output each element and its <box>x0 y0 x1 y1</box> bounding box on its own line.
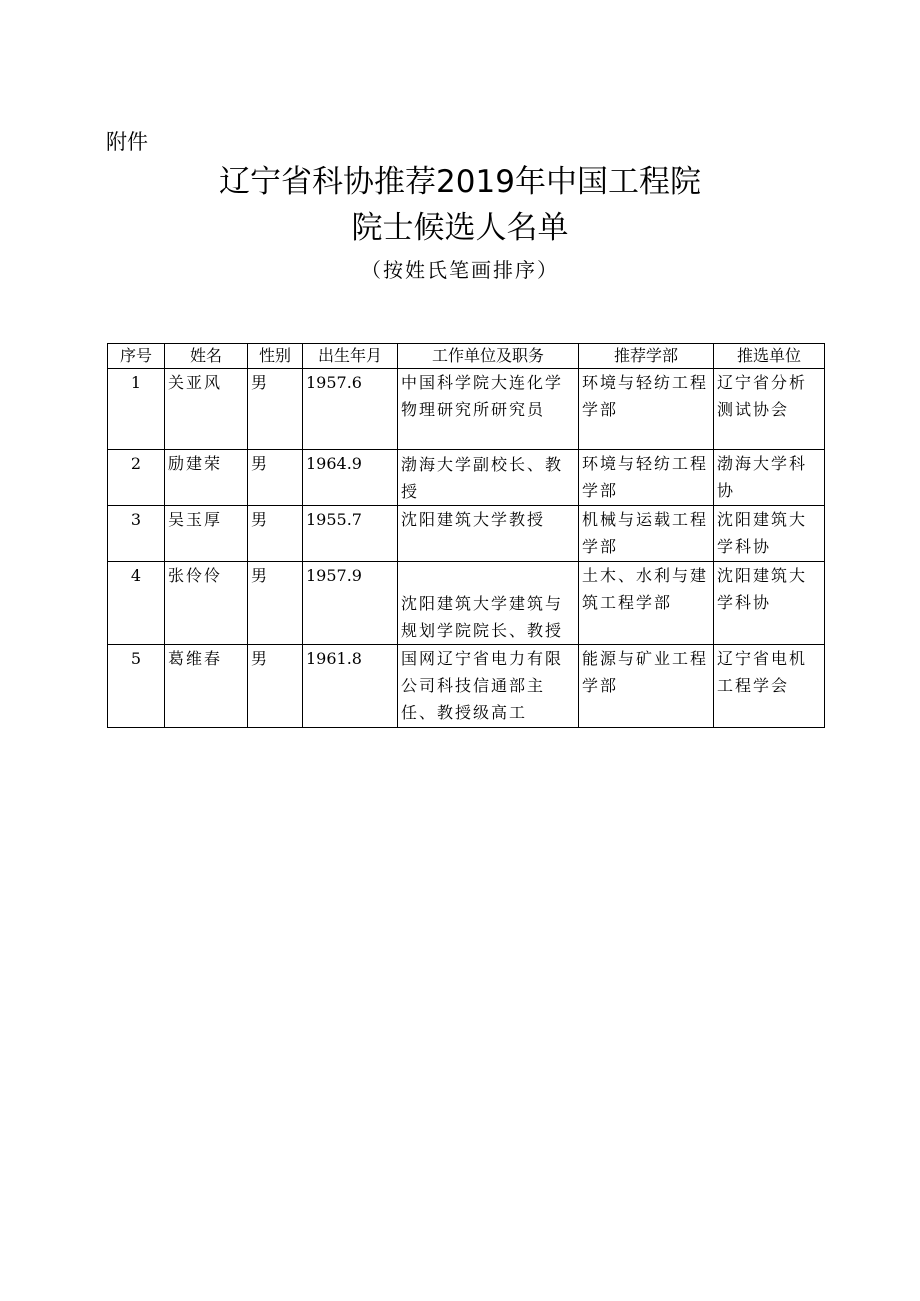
row-division: 能源与矿业工程学部 <box>579 645 714 728</box>
header-no: 序号 <box>108 344 165 369</box>
row-recommender: 辽宁省分析测试协会 <box>714 369 825 450</box>
row-no: 5 <box>108 645 165 728</box>
header-division: 推荐学部 <box>579 344 714 369</box>
header-recommender: 推选单位 <box>714 344 825 369</box>
row-name: 关亚风 <box>165 369 248 450</box>
row-unit: 中国科学院大连化学物理研究所研究员 <box>398 369 579 450</box>
document-subtitle: （按姓氏笔画排序） <box>361 258 559 282</box>
document-title-line1: 辽宁省科协推荐2019年中国工程院 <box>219 164 701 200</box>
row-unit: 沈阳建筑大学教授 <box>398 506 579 562</box>
row-gender: 男 <box>248 645 303 728</box>
row-gender: 男 <box>248 450 303 506</box>
row-birth: 1957.9 <box>303 562 398 645</box>
attachment-label: 附件 <box>106 130 148 154</box>
row-recommender: 辽宁省电机工程学会 <box>714 645 825 728</box>
row-birth: 1955.7 <box>303 506 398 562</box>
row-no: 4 <box>108 562 165 645</box>
row-name: 励建荣 <box>165 450 248 506</box>
header-birth: 出生年月 <box>303 344 398 369</box>
row-recommender: 渤海大学科协 <box>714 450 825 506</box>
table-header-row <box>108 344 825 369</box>
row-birth: 1964.9 <box>303 450 398 506</box>
row-gender: 男 <box>248 562 303 645</box>
row-birth: 1957.6 <box>303 369 398 450</box>
row-recommender: 沈阳建筑大学科协 <box>714 506 825 562</box>
row-no: 3 <box>108 506 165 562</box>
row-gender: 男 <box>248 369 303 450</box>
row-name: 吴玉厚 <box>165 506 248 562</box>
row-division: 土木、水利与建筑工程学部 <box>579 562 714 645</box>
header-unit: 工作单位及职务 <box>398 344 579 369</box>
table-row <box>108 506 825 562</box>
row-no: 1 <box>108 369 165 450</box>
row-division: 环境与轻纺工程学部 <box>579 450 714 506</box>
document-title-line2: 院士候选人名单 <box>351 210 569 246</box>
row-unit: 国网辽宁省电力有限公司科技信通部主任、教授级高工 <box>398 645 579 728</box>
row-division: 环境与轻纺工程学部 <box>579 369 714 450</box>
row-name: 葛维春 <box>165 645 248 728</box>
row-unit: 渤海大学副校长、教授 <box>398 450 579 506</box>
header-gender: 性别 <box>248 344 303 369</box>
row-birth: 1961.8 <box>303 645 398 728</box>
row-unit: 沈阳建筑大学建筑与规划学院院长、教授 <box>398 562 579 645</box>
row-division: 机械与运载工程学部 <box>579 506 714 562</box>
row-no: 2 <box>108 450 165 506</box>
table-row <box>108 562 825 645</box>
header-name: 姓名 <box>165 344 248 369</box>
row-name: 张伶伶 <box>165 562 248 645</box>
row-gender: 男 <box>248 506 303 562</box>
table-row <box>108 369 825 450</box>
table-row <box>108 645 825 728</box>
candidate-table <box>107 343 825 728</box>
row-recommender: 沈阳建筑大学科协 <box>714 562 825 645</box>
table-row <box>108 450 825 506</box>
